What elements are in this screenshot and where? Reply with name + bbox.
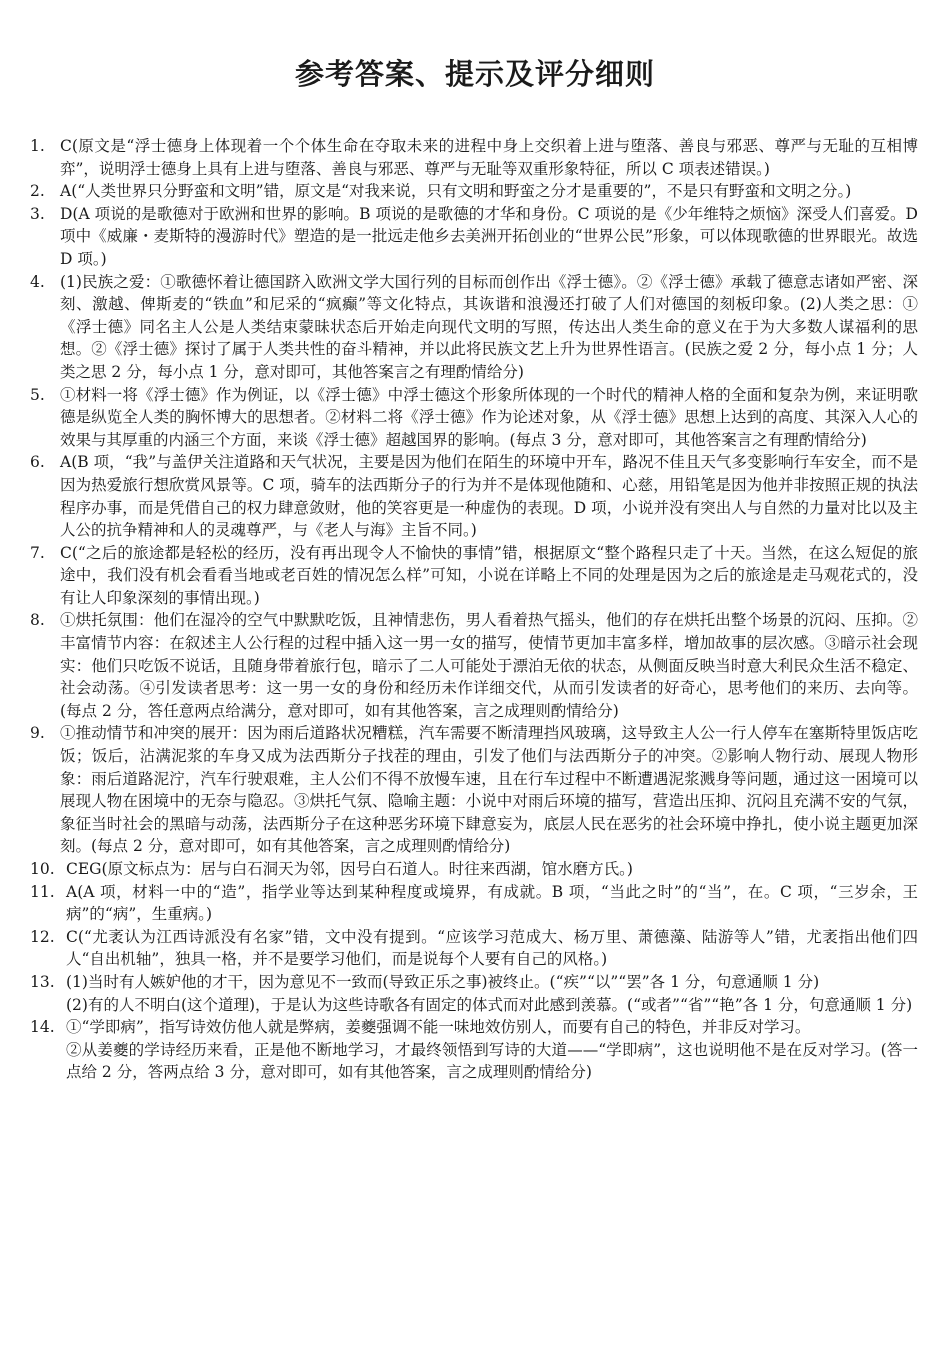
- answer-item: [30, 609, 918, 722]
- answer-item: [30, 881, 918, 926]
- answer-text: A(“人类世界只分野蛮和文明”错，原文是“对我来说，只有文明和野蛮之分才是重要的”，不是只有野蛮和文明之分。): [60, 182, 852, 201]
- answer-number: 14.: [30, 1018, 55, 1037]
- answer-number: 10.: [30, 860, 55, 878]
- answer-list: [30, 135, 918, 1084]
- answer-text: CEG(原文标点为：居与白石洞天为邻，因号白石道人。时往来西湖，馆水磨方氏。): [66, 860, 633, 878]
- answer-number: 13.: [30, 972, 55, 991]
- answer-subpart: ②从姜夔的学诗经历来看，正是他不断地学习，才最终领悟到写诗的大道——“学即病”，这也说明他不是在反对学习。(答一点给 2 分，答两点给 3 分，意对即可，如有其他答案，言之成理则酌情给分): [66, 1040, 918, 1082]
- answer-item: [30, 180, 918, 203]
- answer-item: [30, 271, 918, 384]
- answer-number: 8.: [30, 611, 45, 630]
- answer-text: A(A 项，材料一中的“造”，指学业等达到某种程度或境界，有成就。B 项，“当此之时”的“当”，在。C 项，“三岁余，王病”的“病”，生重病。): [66, 882, 918, 924]
- answer-number: 7.: [30, 543, 45, 562]
- answer-number: 1.: [30, 137, 45, 155]
- answer-number: 6.: [30, 453, 45, 472]
- answer-number: 3.: [30, 204, 45, 223]
- answer-item: [30, 722, 918, 858]
- answer-item: [30, 971, 918, 1016]
- answer-subpart: (2)有的人不明白(这个道理)，于是认为这些诗歌各有固定的体式而对此感到羡慕。(“或者”“省”“艳”各 1 分，句意通顺 1 分): [66, 995, 913, 1014]
- answer-body: [66, 971, 918, 1016]
- answer-number: 12.: [30, 927, 55, 946]
- answer-item: [30, 542, 918, 610]
- answer-text: ①烘托氛围：他们在湿冷的空气中默默吃饭，且神情悲伤，男人看着热气摇头，他们的存在烘托出整个场景的沉闷、压抑。②丰富情节内容：在叙述主人公行程的过程中插入这一男一女的描写，使情节更加丰富多样，增加故事的层次感。③暗示社会现实：他们只吃饭不说话，且随身带着旅行包，暗示了二人可能处于漂泊无依的状态，从侧面反映当时意大利民众生活不稳定、社会动荡。④引发读者思考：这一男一女的身份和经历未作详细交代，从而引发读者的好奇心，思考他们的来历、去向等。(每点 2 分，答任意两点给满分，意对即可，如有其他答案，言之成理则酌情给分): [60, 611, 918, 720]
- answer-item: [30, 926, 918, 971]
- answer-item: [30, 858, 918, 881]
- answer-text: ①推动情节和冲突的展开：因为雨后道路状况糟糕，汽车需要不断清理挡风玻璃，这导致主人公一行人停车在塞斯特里饭店吃饭；饭后，沾满泥浆的车身又成为法西斯分子找茬的理由，引发了他们与法西斯分子的冲突。②影响人物行动、展现人物形象：雨后道路泥泞，汽车行驶艰难，主人公们不得不放慢车速，且在行车过程中不断遭遇泥浆溅身等问题，通过这一困境可以展现人物在困境中的无奈与隐忍。③烘托气氛、隐喻主题：小说中对雨后环境的描写，营造出压抑、沉闷且充满不安的气氛，象征当时社会的黑暗与动荡，法西斯分子在这种恶劣环境下肆意妄为，底层人民在恶劣的社会环境中挣扎，使小说主题更加深刻。(每点 2 分，意对即可，如有其他答案，言之成理则酌情给分): [60, 724, 918, 856]
- answer-number: 5.: [30, 385, 45, 404]
- answer-body: [66, 1016, 918, 1084]
- answer-text: C(原文是“浮士德身上体现着一个个体生命在夺取未来的进程中身上交织着上进与堕落、善良与邪恶、尊严与无耻的互相博弈”，说明浮士德身上具有上进与堕落、善良与邪恶、尊严与无耻等双重形象特征，所以 C 项表述错误。): [60, 137, 918, 178]
- answer-item: [30, 135, 918, 180]
- answer-item: [30, 1016, 918, 1084]
- page-title: 参考答案、提示及评分细则: [294, 57, 655, 91]
- answer-text: C(“之后的旅途都是轻松的经历，没有再出现令人不愉快的事情”错，根据原文“整个路程只走了十天。当然，在这么短促的旅途中，我们没有机会看看当地或老百姓的情况怎么样”可知，小说在详略上不同的处理是因为之后的旅途是走马观花式的，没有让人印象深刻的事情出现。): [60, 543, 918, 607]
- answer-item: [30, 384, 918, 452]
- answer-text: D(A 项说的是歌德对于欧洲和世界的影响。B 项说的是歌德的才华和身份。C 项说的是《少年维特之烦恼》深受人们喜爱。D 项中《威廉・麦斯特的漫游时代》塑造的是一批远走他乡去美洲开拓创业的“世界公民”形象，可以体现歌德的世界眼光。故选 D 项。): [60, 204, 918, 268]
- answer-subpart: (1)当时有人嫉妒他的才干，因为意见不一致而(导致正乐之事)被终止。(“疾”“以”“罢”各 1 分，句意通顺 1 分): [66, 972, 820, 991]
- answer-text: C(“尤袤认为江西诗派没有名家”错，文中没有提到。“应该学习范成大、杨万里、萧德藻、陆游等人”错，尤袤指出他们四人“自出机轴”，独具一格，并不是要学习他们，而是说每个人要有自己的风格。): [66, 927, 918, 969]
- answer-subpart: ①“学即病”，指写诗效仿他人就是弊病，姜夔强调不能一味地效仿别人，而要有自己的特色，并非反对学习。: [66, 1018, 811, 1037]
- answer-text: A(B 项，“我”与盖伊关注道路和天气状况，主要是因为他们在陌生的环境中开车，路况不佳且天气多变影响行车安全，而不是因为热爱旅行想欣赏风景等。C 项，骑车的法西斯分子的行为并不是体现他随和、心慈，用铅笔是因为他并非按照正规的执法程序办事，而是凭借自己的权力肆意敛财，他的笑容更是一种虚伪的表现。D 项，小说并没有突出人与自然的力量对比以及主人公的抗争精神和人的灵魂尊严，与《老人与海》主旨不同。): [60, 453, 918, 540]
- answer-item: [30, 203, 918, 271]
- answer-text: ①材料一将《浮士德》作为例证，以《浮士德》中浮士德这个形象所体现的一个时代的精神人格的全面和复杂为例，来证明歌德是纵览全人类的胸怀博大的思想者。②材料二将《浮士德》作为论述对象，从《浮士德》思想上达到的高度、其深入人心的效果与其厚重的内涵三个方面，来谈《浮士德》超越国界的影响。(每点 3 分，意对即可，其他答案言之有理酌情给分): [60, 385, 918, 449]
- answer-number: 2.: [30, 182, 45, 201]
- answer-number: 4.: [30, 272, 45, 291]
- answer-number: 11.: [30, 882, 55, 901]
- answer-number: 9.: [30, 724, 45, 743]
- answer-text: (1)民族之爱：①歌德怀着让德国跻入欧洲文学大国行列的目标而创作出《浮士德》。②《浮士德》承载了德意志诸如严密、深刻、激越、俾斯麦的“铁血”和尼采的“疯癫”等文化特点，其诙谐和浪漫还打破了人们对德国的刻板印象。(2)人类之思：①《浮士德》同名主人公是人类结束蒙昧状态后开始走向现代文明的写照，传达出人类生命的意义在于为大多数人谋福利的思想。②《浮士德》探讨了属于人类共性的奋斗精神，并以此将民族文艺上升为世界性语言。(民族之爱 2 分，每小点 1 分；人类之思 2 分，每小点 1 分，意对即可，其他答案言之有理酌情给分): [60, 272, 918, 381]
- answer-item: [30, 451, 918, 541]
